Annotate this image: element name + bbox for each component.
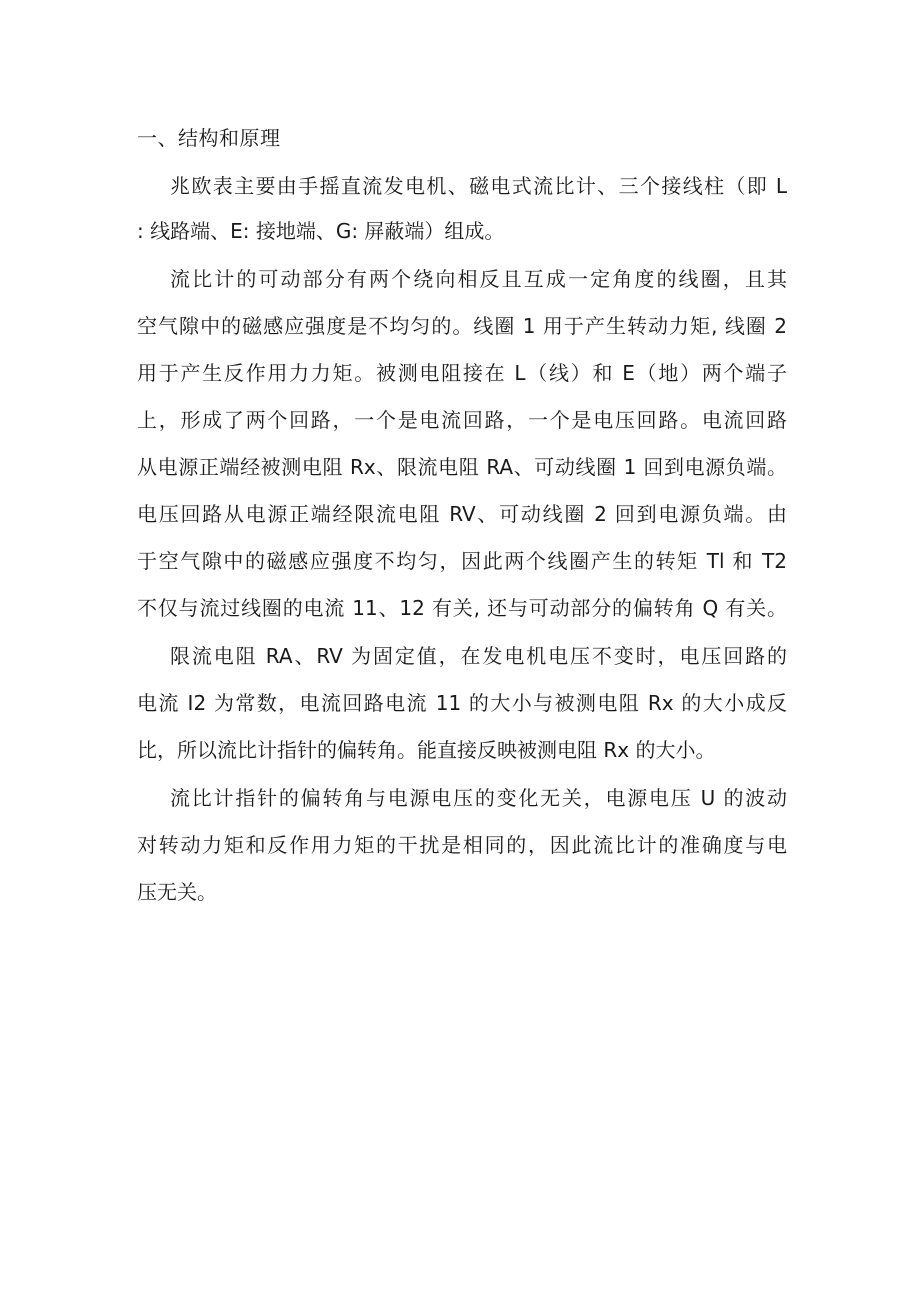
section-heading: 一、结构和原理 xyxy=(137,126,281,150)
paragraph-2-line-8: 不仅与流过线圈的电流 11、12 有关, 还与可动部分的偏转角 Q 有关。 xyxy=(137,596,787,620)
paragraph-2-line-1: 流比计的可动部分有两个绕向相反且互成一定角度的线圈，且其 xyxy=(170,267,787,291)
paragraph-3-line-3: 比，所以流比计指针的偏转角。能直接反映被测电阻 Rx 的大小。 xyxy=(137,738,716,762)
paragraph-4-line-2: 对转动力矩和反作用力矩的干扰是相同的，因此流比计的准确度与电 xyxy=(137,833,787,857)
paragraph-2-line-4: 上，形成了两个回路，一个是电流回路，一个是电压回路。电流回路 xyxy=(137,408,787,432)
paragraph-2-line-5: 从电源正端经被测电阻 Rx、限流电阻 RA、可动线圈 1 回到电源负端。 xyxy=(137,455,787,479)
paragraph-4-line-1: 流比计指针的偏转角与电源电压的变化无关，电源电压 U 的波动 xyxy=(170,786,787,810)
paragraph-2-line-3: 用于产生反作用力力矩。被测电阻接在 L（线）和 E（地）两个端子 xyxy=(137,361,787,385)
paragraph-2-line-2: 空气隙中的磁感应强度是不均匀的。线圈 1 用于产生转动力矩, 线圈 2 xyxy=(137,314,787,338)
paragraph-1-line-1: 兆欧表主要由手摇直流发电机、磁电式流比计、三个接线柱（即 L xyxy=(170,174,787,198)
paragraph-2-line-6: 电压回路从电源正端经限流电阻 RV、可动线圈 2 回到电源负端。由 xyxy=(137,502,787,526)
paragraph-1-line-2: : 线路端、E: 接地端、G: 屏蔽端）组成。 xyxy=(137,219,505,243)
paragraph-3-line-2: 电流 I2 为常数，电流回路电流 11 的大小与被测电阻 Rx 的大小成反 xyxy=(137,691,787,715)
paragraph-4-line-3: 压无关。 xyxy=(137,880,217,904)
paragraph-3-line-1: 限流电阻 RA、RV 为固定值，在发电机电压不变时，电压回路的 xyxy=(170,644,787,668)
paragraph-2-line-7: 于空气隙中的磁感应强度不均匀，因此两个线圈产生的转矩 Tl 和 T2 xyxy=(137,549,787,573)
